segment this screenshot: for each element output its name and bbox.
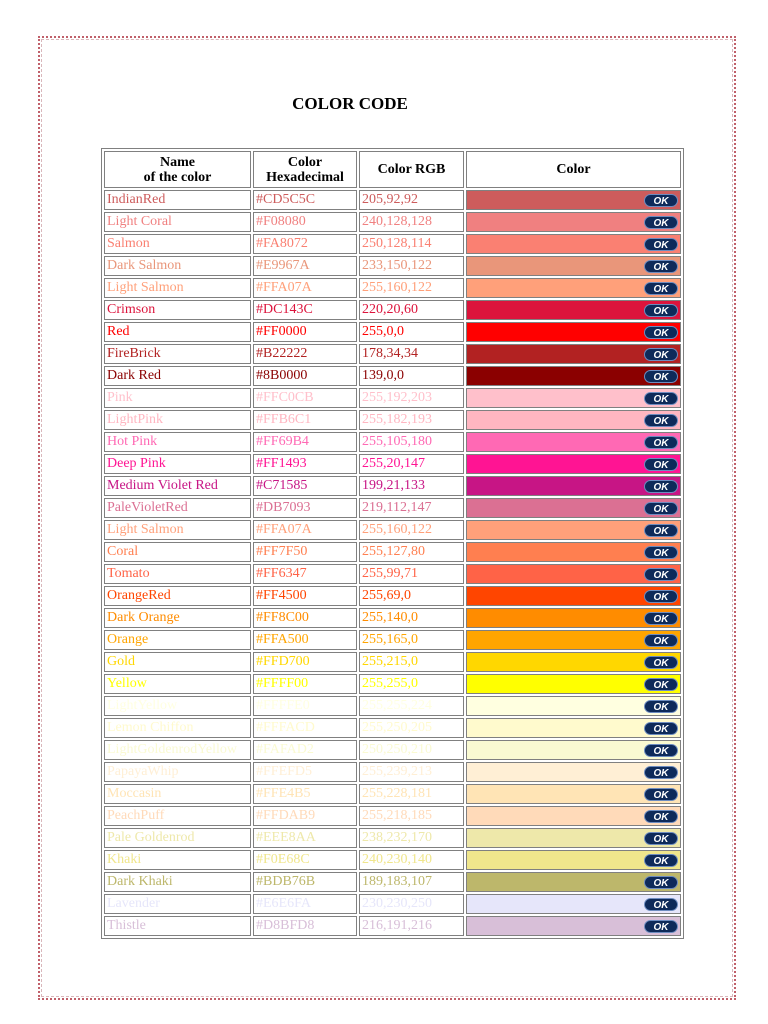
table-row (104, 630, 681, 650)
color-swatch-cell (466, 740, 681, 760)
color-hex-cell: #DC143C (253, 300, 357, 320)
table-row (104, 608, 681, 628)
ok-button[interactable]: OK (644, 502, 678, 515)
color-hex-cell: #FFFFE0 (253, 696, 357, 716)
color-rgb-cell: 255,218,185 (359, 806, 464, 826)
color-name-cell: Light Salmon (104, 520, 251, 540)
color-hex-cell: #DB7093 (253, 498, 357, 518)
color-name-cell: Thistle (104, 916, 251, 936)
color-name-cell: Coral (104, 542, 251, 562)
ok-button[interactable]: OK (644, 612, 678, 625)
color-swatch-cell (466, 498, 681, 518)
color-swatch-cell (466, 454, 681, 474)
color-swatch-cell (466, 718, 681, 738)
color-swatch-cell (466, 872, 681, 892)
color-table (101, 148, 684, 939)
color-name-cell: Gold (104, 652, 251, 672)
ok-button[interactable]: OK (644, 480, 678, 493)
ok-button[interactable]: OK (644, 744, 678, 757)
ok-button[interactable]: OK (644, 392, 678, 405)
color-name-cell: Dark Red (104, 366, 251, 386)
ok-button[interactable]: OK (644, 590, 678, 603)
color-swatch-cell (466, 564, 681, 584)
color-hex-cell: #FFDAB9 (253, 806, 357, 826)
header-rgb: Color RGB (359, 151, 464, 188)
ok-button[interactable]: OK (644, 326, 678, 339)
color-hex-cell: #FF69B4 (253, 432, 357, 452)
ok-button[interactable]: OK (644, 678, 678, 691)
color-rgb-cell: 255,160,122 (359, 278, 464, 298)
table-row (104, 212, 681, 232)
color-swatch-cell (466, 366, 681, 386)
ok-button[interactable]: OK (644, 436, 678, 449)
color-swatch-cell (466, 894, 681, 914)
color-hex-cell: #E9967A (253, 256, 357, 276)
color-name-cell: Khaki (104, 850, 251, 870)
color-rgb-cell: 255,127,80 (359, 542, 464, 562)
header-hex (253, 151, 357, 188)
color-rgb-cell: 255,160,122 (359, 520, 464, 540)
ok-button[interactable]: OK (644, 458, 678, 471)
color-rgb-cell: 216,191,216 (359, 916, 464, 936)
color-name-cell: Crimson (104, 300, 251, 320)
color-rgb-cell: 219,112,147 (359, 498, 464, 518)
ok-button[interactable]: OK (644, 524, 678, 537)
color-hex-cell: #8B0000 (253, 366, 357, 386)
color-swatch-cell (466, 388, 681, 408)
color-name-cell: Tomato (104, 564, 251, 584)
color-name-cell: Medium Violet Red (104, 476, 251, 496)
color-swatch-cell (466, 520, 681, 540)
color-name-cell: Hot Pink (104, 432, 251, 452)
ok-button[interactable]: OK (644, 832, 678, 845)
color-rgb-cell: 250,128,114 (359, 234, 464, 254)
color-swatch-cell (466, 410, 681, 430)
color-swatch-cell (466, 850, 681, 870)
ok-button[interactable]: OK (644, 634, 678, 647)
color-name-cell: FireBrick (104, 344, 251, 364)
table-row (104, 322, 681, 342)
ok-button[interactable]: OK (644, 920, 678, 933)
color-hex-cell: #F08080 (253, 212, 357, 232)
color-name-cell: PaleVioletRed (104, 498, 251, 518)
color-name-cell: Lemon Chiffon (104, 718, 251, 738)
color-rgb-cell: 255,182,193 (359, 410, 464, 430)
ok-button[interactable]: OK (644, 854, 678, 867)
ok-button[interactable]: OK (644, 304, 678, 317)
color-hex-cell: #D8BFD8 (253, 916, 357, 936)
table-row (104, 454, 681, 474)
header-name-line1: Name (160, 154, 195, 170)
color-hex-cell: #FFA07A (253, 278, 357, 298)
table-row (104, 784, 681, 804)
color-hex-cell: #F0E68C (253, 850, 357, 870)
table-row (104, 542, 681, 562)
color-rgb-cell: 255,228,181 (359, 784, 464, 804)
color-hex-cell: #FFFACD (253, 718, 357, 738)
table-row (104, 828, 681, 848)
color-swatch-cell (466, 476, 681, 496)
table-row (104, 366, 681, 386)
table-row (104, 806, 681, 826)
ok-button[interactable]: OK (644, 810, 678, 823)
table-row (104, 652, 681, 672)
color-rgb-cell: 255,105,180 (359, 432, 464, 452)
color-hex-cell: #FFE4B5 (253, 784, 357, 804)
table-row (104, 894, 681, 914)
ok-button[interactable]: OK (644, 722, 678, 735)
color-hex-cell: #CD5C5C (253, 190, 357, 210)
color-swatch-cell (466, 432, 681, 452)
color-name-cell: Orange (104, 630, 251, 650)
color-hex-cell: #FF8C00 (253, 608, 357, 628)
table-row (104, 300, 681, 320)
color-swatch-cell (466, 212, 681, 232)
color-rgb-cell: 250,250,210 (359, 740, 464, 760)
table-row (104, 410, 681, 430)
table-row (104, 498, 681, 518)
table-row (104, 674, 681, 694)
color-hex-cell: #FFEFD5 (253, 762, 357, 782)
table-row (104, 586, 681, 606)
ok-button[interactable]: OK (644, 370, 678, 383)
color-swatch-cell (466, 630, 681, 650)
color-name-cell: Dark Salmon (104, 256, 251, 276)
header-hex-line1: Color (287, 154, 323, 170)
color-rgb-cell: 255,140,0 (359, 608, 464, 628)
ok-button[interactable]: OK (644, 568, 678, 581)
table-row (104, 256, 681, 276)
table-row (104, 740, 681, 760)
color-name-cell: OrangeRed (104, 586, 251, 606)
ok-button[interactable]: OK (644, 348, 678, 361)
ok-button[interactable]: OK (644, 216, 678, 229)
color-swatch-cell (466, 784, 681, 804)
color-swatch-cell (466, 322, 681, 342)
table-row (104, 278, 681, 298)
color-name-cell: IndianRed (104, 190, 251, 210)
color-hex-cell: #C71585 (253, 476, 357, 496)
color-name-cell: Dark Orange (104, 608, 251, 628)
color-rgb-cell: 199,21,133 (359, 476, 464, 496)
color-hex-cell: #FFC0CB (253, 388, 357, 408)
color-swatch-cell (466, 190, 681, 210)
color-swatch-cell (466, 828, 681, 848)
color-swatch-cell (466, 916, 681, 936)
color-hex-cell: #E6E6FA (253, 894, 357, 914)
table-row (104, 916, 681, 936)
ok-button[interactable]: OK (644, 898, 678, 911)
color-swatch-cell (466, 234, 681, 254)
color-swatch-cell (466, 344, 681, 364)
color-rgb-cell: 255,255,0 (359, 674, 464, 694)
color-name-cell: Light Salmon (104, 278, 251, 298)
color-hex-cell: #FA8072 (253, 234, 357, 254)
color-rgb-cell: 230,230,250 (359, 894, 464, 914)
page-title: COLOR CODE (292, 94, 408, 113)
color-name-cell: PapayaWhip (104, 762, 251, 782)
color-hex-cell: #FFA07A (253, 520, 357, 540)
table-row (104, 872, 681, 892)
color-hex-cell: #FF0000 (253, 322, 357, 342)
color-hex-cell: #FFB6C1 (253, 410, 357, 430)
color-rgb-cell: 139,0,0 (359, 366, 464, 386)
color-name-cell: LightPink (104, 410, 251, 430)
color-swatch-cell (466, 300, 681, 320)
color-rgb-cell: 205,92,92 (359, 190, 464, 210)
table-row (104, 344, 681, 364)
table-row (104, 388, 681, 408)
color-name-cell: PeachPuff (104, 806, 251, 826)
color-name-cell: LightYellow (104, 696, 251, 716)
color-name-cell: Light Coral (104, 212, 251, 232)
color-rgb-cell: 255,255,224 (359, 696, 464, 716)
color-name-cell: Salmon (104, 234, 251, 254)
color-hex-cell: #FFFF00 (253, 674, 357, 694)
ok-button[interactable]: OK (644, 238, 678, 251)
color-rgb-cell: 178,34,34 (359, 344, 464, 364)
color-name-cell: Dark Khaki (104, 872, 251, 892)
table-row (104, 234, 681, 254)
color-swatch-cell (466, 762, 681, 782)
table-row (104, 190, 681, 210)
ok-button[interactable]: OK (644, 766, 678, 779)
color-rgb-cell: 240,128,128 (359, 212, 464, 232)
table-row (104, 696, 681, 716)
header-name-line2: of the color (143, 169, 212, 185)
color-hex-cell: #FF4500 (253, 586, 357, 606)
color-rgb-cell: 255,99,71 (359, 564, 464, 584)
color-hex-cell: #FFA500 (253, 630, 357, 650)
ok-button[interactable]: OK (644, 656, 678, 669)
color-swatch-cell (466, 256, 681, 276)
color-rows (104, 190, 681, 936)
color-rgb-cell: 238,232,170 (359, 828, 464, 848)
color-swatch-cell (466, 542, 681, 562)
color-name-cell: Moccasin (104, 784, 251, 804)
ok-button[interactable]: OK (644, 194, 678, 207)
color-hex-cell: #FF6347 (253, 564, 357, 584)
ok-button[interactable]: OK (644, 546, 678, 559)
color-name-cell: Lavender (104, 894, 251, 914)
color-name-cell: Deep Pink (104, 454, 251, 474)
color-swatch-cell (466, 278, 681, 298)
table-row (104, 476, 681, 496)
color-hex-cell: #BDB76B (253, 872, 357, 892)
header-hex-line2: Hexadecimal (266, 169, 344, 185)
color-hex-cell: #FFD700 (253, 652, 357, 672)
table-row (104, 762, 681, 782)
color-rgb-cell: 255,69,0 (359, 586, 464, 606)
color-swatch-cell (466, 806, 681, 826)
color-hex-cell: #EEE8AA (253, 828, 357, 848)
ok-button[interactable]: OK (644, 788, 678, 801)
color-rgb-cell: 255,250,205 (359, 718, 464, 738)
table-row (104, 432, 681, 452)
table-row (104, 520, 681, 540)
color-rgb-cell: 255,0,0 (359, 322, 464, 342)
color-rgb-cell: 240,230,140 (359, 850, 464, 870)
color-rgb-cell: 233,150,122 (359, 256, 464, 276)
color-rgb-cell: 220,20,60 (359, 300, 464, 320)
color-name-cell: LightGoldenrodYellow (104, 740, 251, 760)
ok-button[interactable]: OK (644, 282, 678, 295)
color-hex-cell: #FAFAD2 (253, 740, 357, 760)
color-rgb-cell: 255,239,213 (359, 762, 464, 782)
color-name-cell: Red (104, 322, 251, 342)
table-header-row (104, 151, 681, 188)
color-rgb-cell: 255,192,203 (359, 388, 464, 408)
table-row (104, 564, 681, 584)
color-name-cell: Pink (104, 388, 251, 408)
ok-button[interactable]: OK (644, 700, 678, 713)
color-hex-cell: #FF7F50 (253, 542, 357, 562)
color-swatch-cell (466, 586, 681, 606)
table-row (104, 718, 681, 738)
color-hex-cell: #B22222 (253, 344, 357, 364)
color-swatch-cell (466, 696, 681, 716)
ok-button[interactable]: OK (644, 260, 678, 273)
color-hex-cell: #FF1493 (253, 454, 357, 474)
color-swatch-cell (466, 674, 681, 694)
color-name-cell: Yellow (104, 674, 251, 694)
color-rgb-cell: 255,215,0 (359, 652, 464, 672)
color-rgb-cell: 189,183,107 (359, 872, 464, 892)
color-rgb-cell: 255,165,0 (359, 630, 464, 650)
ok-button[interactable]: OK (644, 876, 678, 889)
table-row (104, 850, 681, 870)
color-swatch-cell (466, 652, 681, 672)
color-rgb-cell: 255,20,147 (359, 454, 464, 474)
color-name-cell: Pale Goldenrod (104, 828, 251, 848)
header-name (104, 151, 251, 188)
header-color: Color (466, 151, 681, 188)
ok-button[interactable]: OK (644, 414, 678, 427)
color-swatch-cell (466, 608, 681, 628)
